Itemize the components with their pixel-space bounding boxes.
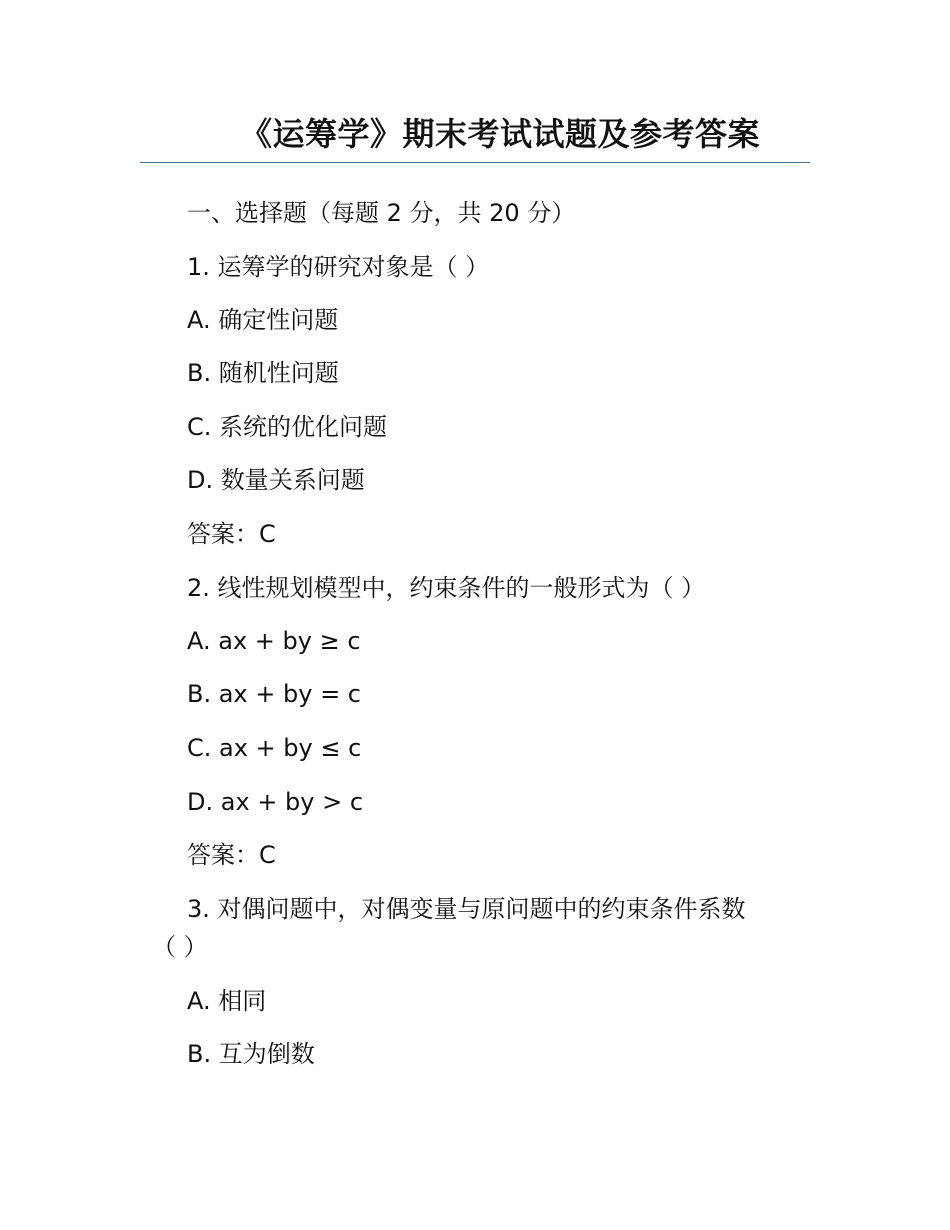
question-3-option-b: B. 互为倒数 xyxy=(187,1040,315,1068)
question-1-answer: 答案：C xyxy=(187,520,276,548)
question-1-stem: 1. 运筹学的研究对象是（ ） xyxy=(187,253,490,281)
question-3-option-a: A. 相同 xyxy=(187,987,267,1015)
question-2-answer: 答案：C xyxy=(187,841,276,869)
question-3-stem: 3. 对偶问题中，对偶变量与原问题中的约束条件系数 xyxy=(187,895,746,923)
question-1-option-d: D. 数量关系问题 xyxy=(187,466,365,494)
question-1-option-c: C. 系统的优化问题 xyxy=(187,413,388,441)
question-2-stem: 2. 线性规划模型中，约束条件的一般形式为（ ） xyxy=(187,574,706,602)
question-1-option-a: A. 确定性问题 xyxy=(187,306,339,334)
section-heading: 一、选择题（每题 2 分，共 20 分） xyxy=(187,199,576,227)
question-1-option-b: B. 随机性问题 xyxy=(187,359,339,387)
question-3-stem-continuation: （ ） xyxy=(152,933,208,961)
question-2-option-d: D. ax + by > c xyxy=(187,788,364,816)
question-2-option-a: A. ax + by ≥ c xyxy=(187,627,361,655)
title-underline xyxy=(140,162,810,163)
question-2-option-b: B. ax + by = c xyxy=(187,680,361,708)
question-2-option-c: C. ax + by ≤ c xyxy=(187,734,362,762)
document-title: 《运筹学》期末考试试题及参考答案 xyxy=(239,115,760,153)
